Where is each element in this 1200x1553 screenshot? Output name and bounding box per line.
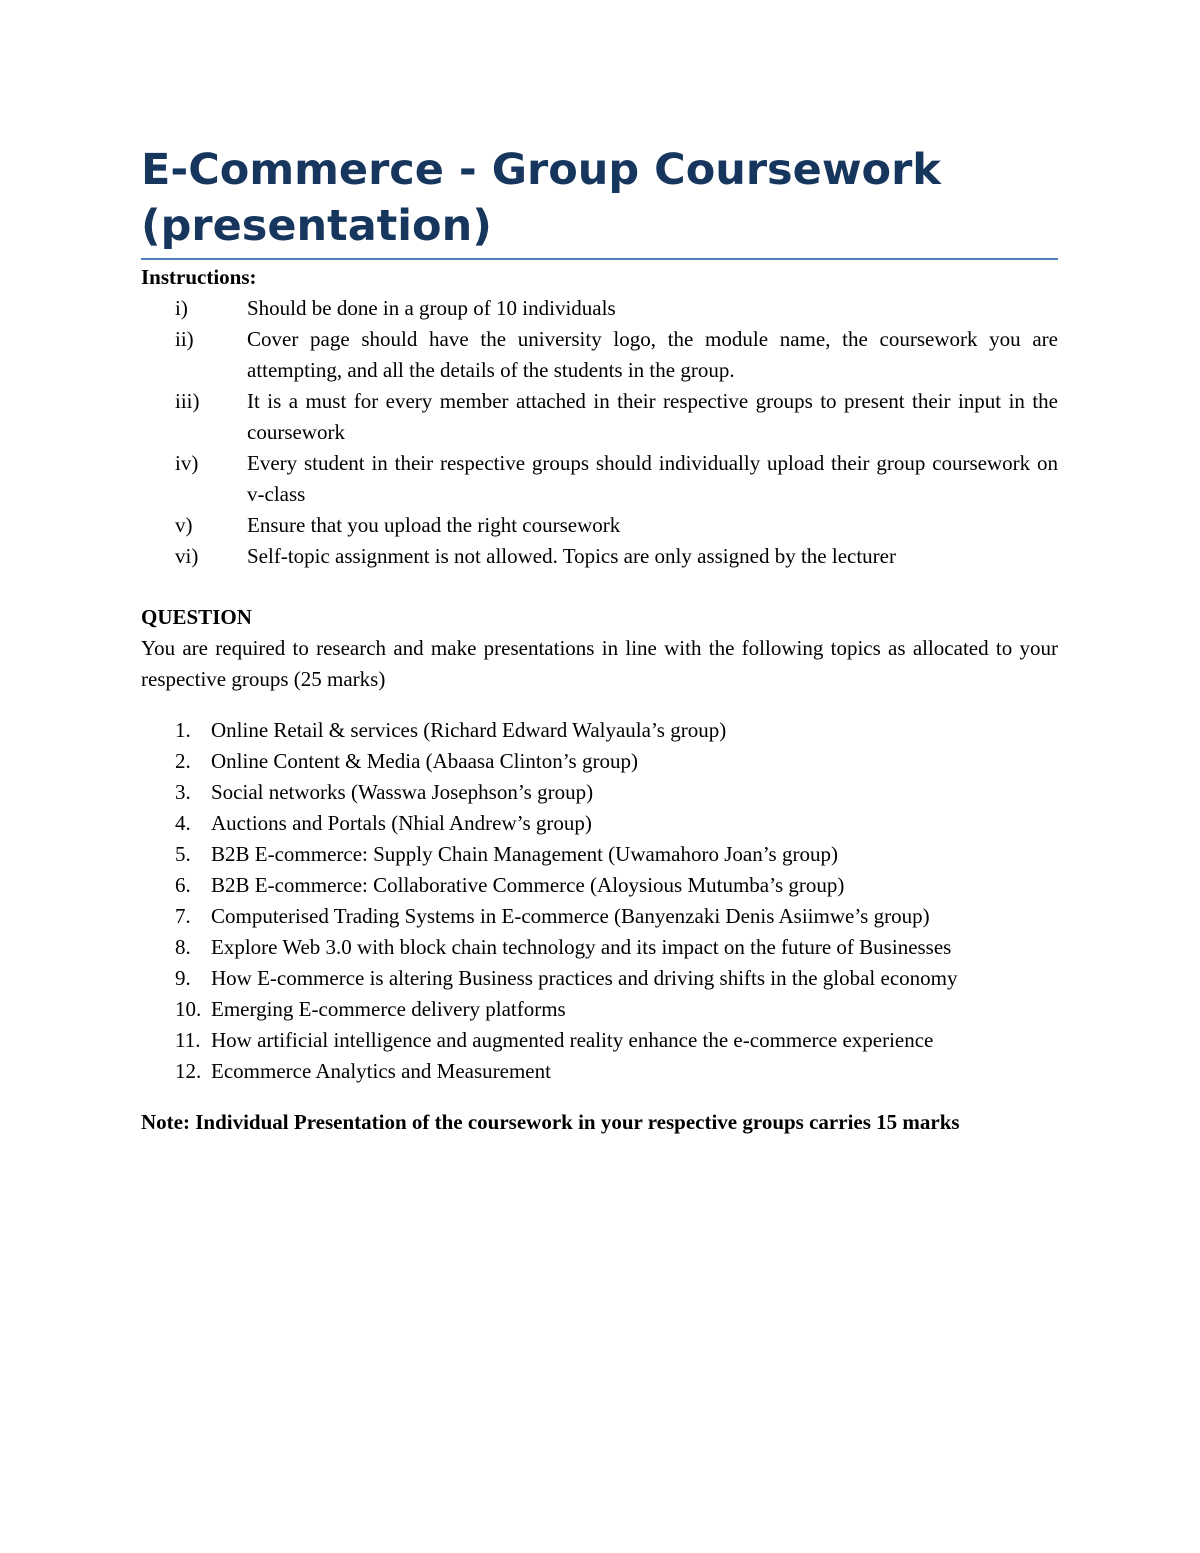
instructions-list — [141, 293, 1058, 572]
topic-text: Emerging E-commerce delivery platforms — [211, 997, 566, 1021]
topic-item — [141, 808, 1058, 839]
instruction-item — [141, 324, 1058, 386]
topic-item — [141, 870, 1058, 901]
topic-text: Auctions and Portals (Nhial Andrew’s group) — [211, 811, 592, 835]
topic-text: Explore Web 3.0 with block chain technology and its impact on the future of Businesses — [211, 935, 952, 959]
topic-marker: 7. — [175, 904, 191, 928]
instruction-item — [141, 448, 1058, 510]
topic-text: B2B E-commerce: Collaborative Commerce (Aloysious Mutumba’s group) — [211, 873, 845, 897]
instruction-text: Cover page should have the university logo, the module name, the coursework you are attempting, and all the details of the students in the group. — [247, 327, 1058, 382]
topic-item — [141, 746, 1058, 777]
instruction-marker: vi) — [175, 544, 199, 568]
topics-list — [141, 715, 1058, 1087]
topic-text: Online Retail & services (Richard Edward Walyaula’s group) — [211, 718, 727, 742]
instruction-item — [141, 510, 1058, 541]
topic-item — [141, 777, 1058, 808]
topic-item — [141, 994, 1058, 1025]
instructions-heading: Instructions: — [141, 265, 257, 289]
topic-text: Computerised Trading Systems in E-commerce (Banyenzaki Denis Asiimwe’s group) — [211, 904, 930, 928]
question-text: You are required to research and make presentations in line with the following topics as allocated to your respective groups (25 marks) — [141, 636, 1058, 691]
instruction-item — [141, 386, 1058, 448]
topic-marker: 3. — [175, 780, 191, 804]
topic-marker: 2. — [175, 749, 191, 773]
topic-text: How E-commerce is altering Business practices and driving shifts in the global economy — [211, 966, 958, 990]
topic-text: Online Content & Media (Abaasa Clinton’s group) — [211, 749, 638, 773]
instruction-marker: iv) — [175, 451, 199, 475]
topic-item — [141, 932, 1058, 963]
topic-marker: 8. — [175, 935, 191, 959]
instruction-text: Ensure that you upload the right coursework — [247, 513, 621, 537]
marks-note: Note: Individual Presentation of the coursework in your respective groups carries 15 marks — [141, 1110, 960, 1134]
instruction-item — [141, 541, 1058, 572]
topic-marker: 12. — [175, 1059, 202, 1083]
topic-item — [141, 1056, 1058, 1087]
instruction-item — [141, 293, 1058, 324]
document-title: E-Commerce - Group Coursework (presentation) — [141, 142, 1058, 260]
topic-marker: 9. — [175, 966, 191, 990]
topic-marker: 5. — [175, 842, 191, 866]
topic-text: How artificial intelligence and augmented reality enhance the e-commerce experience — [211, 1028, 934, 1052]
topic-text: Ecommerce Analytics and Measurement — [211, 1059, 551, 1083]
topic-item — [141, 901, 1058, 932]
topic-item — [141, 715, 1058, 746]
topic-text: Social networks (Wasswa Josephson’s group) — [211, 780, 594, 804]
topic-marker: 4. — [175, 811, 191, 835]
instruction-text: Self-topic assignment is not allowed. Topics are only assigned by the lecturer — [247, 544, 896, 568]
topic-marker: 10. — [175, 997, 202, 1021]
topic-item — [141, 963, 1058, 994]
instruction-marker: v) — [175, 513, 193, 537]
instruction-text: Should be done in a group of 10 individuals — [247, 296, 616, 320]
topic-marker: 1. — [175, 718, 191, 742]
instruction-marker: iii) — [175, 389, 200, 413]
topic-marker: 11. — [175, 1028, 201, 1052]
topic-marker: 6. — [175, 873, 191, 897]
topic-item — [141, 839, 1058, 870]
instruction-marker: i) — [175, 296, 188, 320]
document-body — [141, 142, 1058, 1138]
instruction-text: Every student in their respective groups should individually upload their group coursework on v-class — [247, 451, 1058, 506]
topic-text: B2B E-commerce: Supply Chain Management (Uwamahoro Joan’s group) — [211, 842, 838, 866]
instruction-marker: ii) — [175, 327, 194, 351]
topic-item — [141, 1025, 1058, 1056]
instruction-text: It is a must for every member attached in their respective groups to present their input in the coursework — [247, 389, 1058, 444]
question-heading: QUESTION — [141, 605, 252, 629]
